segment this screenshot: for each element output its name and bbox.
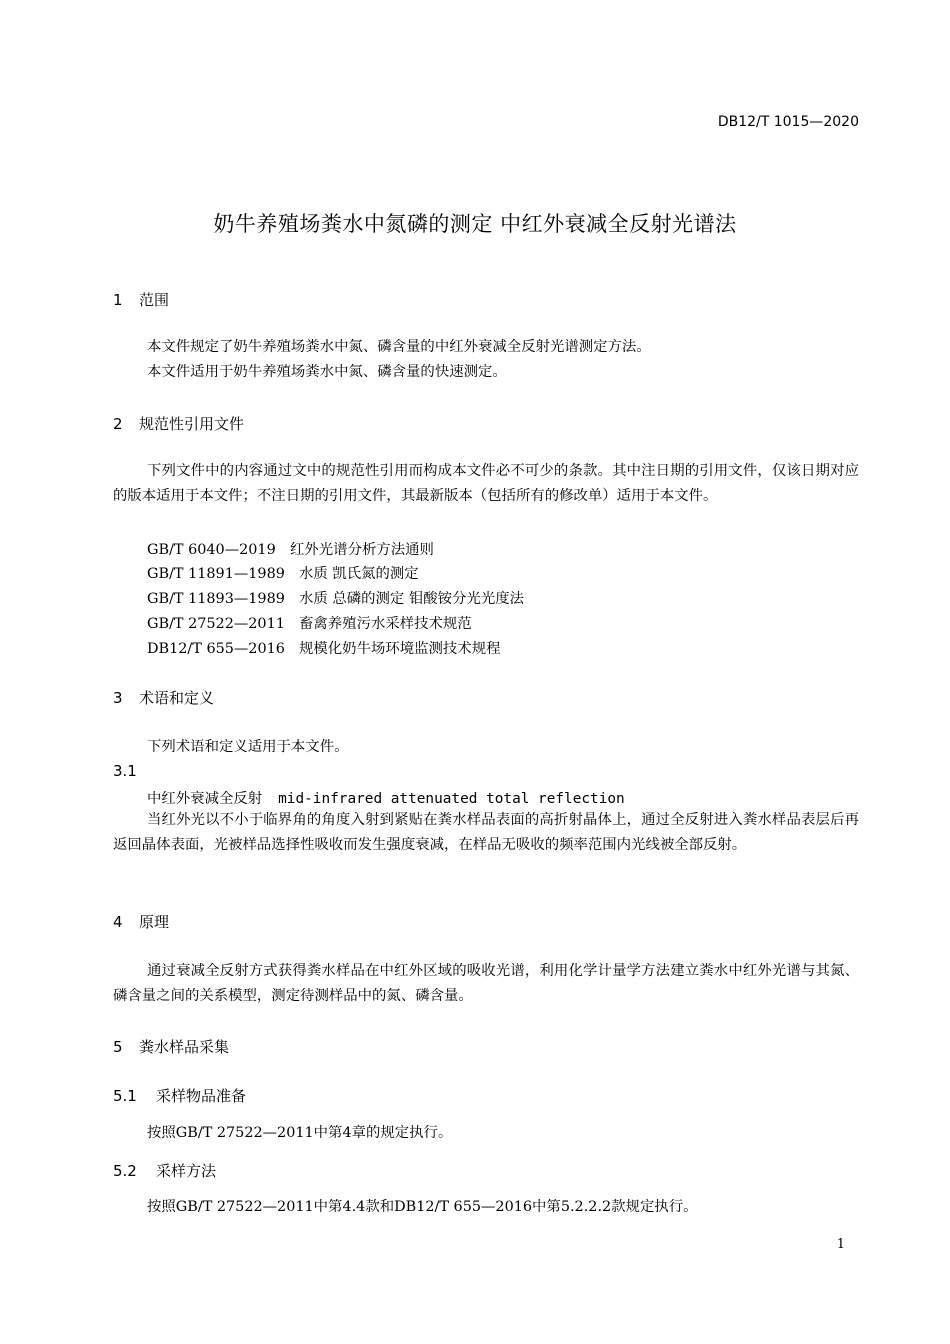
section-number: 4 (113, 913, 123, 931)
references-intro: 下列文件中的内容通过文中的规范性引用而构成本文件必不可少的条款。其中注日期的引用文件，仅该日期对应的版本适用于本文件；不注日期的引用文件，其最新版本（包括所有的修改单）适用于本文件。 (113, 463, 859, 504)
subsection-number: 5.2 (113, 1162, 137, 1180)
terms-intro: 下列术语和定义适用于本文件。 (147, 739, 349, 755)
term-chinese: 中红外衰减全反射 (147, 791, 263, 807)
reference-item (147, 612, 472, 633)
section-number: 2 (113, 415, 123, 433)
reference-item (147, 538, 434, 559)
document-code: DB12/T 1015—2020 (717, 114, 859, 130)
section-3-heading (113, 687, 214, 708)
scope-paragraph-1: 本文件规定了奶牛养殖场粪水中氮、磷含量的中红外衰减全反射光谱测定方法。 (147, 339, 651, 355)
section-number: 1 (113, 291, 123, 309)
section-title: 规范性引用文件 (139, 415, 245, 433)
term-entry (147, 787, 625, 808)
reference-code: GB/T 27522—2011 (147, 616, 285, 632)
subsection-number: 5.1 (113, 1087, 137, 1105)
reference-code: GB/T 11893—1989 (147, 591, 285, 607)
reference-item (147, 637, 500, 658)
section-2-heading (113, 413, 244, 434)
section-title: 粪水样品采集 (139, 1038, 230, 1056)
section-1-heading (113, 289, 169, 310)
scope-paragraph-2: 本文件适用于奶牛养殖场粪水中氮、磷含量的快速测定。 (147, 364, 507, 380)
section-number: 5 (113, 1038, 123, 1056)
page-number: 1 (836, 1237, 845, 1252)
reference-name: 红外光谱分析方法通则 (290, 542, 434, 558)
reference-name: 规模化奶牛场环境监测技术规程 (299, 641, 501, 657)
subsection-5-2-heading (113, 1160, 216, 1181)
subsection-5-1-text: 按照GB/T 27522—2011中第4章的规定执行。 (147, 1125, 453, 1141)
term-definition: 当红外光以不小于临界角的角度入射到紧贴在粪水样品表面的高折射晶体上，通过全反射进入粪水样品表层后再返回晶体表面，光被样品选择性吸收而发生强度衰减，在样品无吸收的频率范围内光线被全部反射。 (113, 812, 859, 853)
section-number: 3 (113, 689, 123, 707)
reference-name: 畜禽养殖污水采样技术规范 (299, 616, 472, 632)
term-number: 3.1 (113, 762, 137, 780)
reference-code: DB12/T 655—2016 (147, 641, 285, 657)
subsection-5-1-heading (113, 1085, 246, 1106)
reference-code: GB/T 6040—2019 (147, 542, 276, 558)
section-title: 原理 (139, 913, 170, 931)
reference-item (147, 562, 419, 583)
reference-item (147, 587, 524, 608)
reference-code: GB/T 11891—1989 (147, 566, 285, 582)
section-4-heading (113, 911, 169, 932)
section-5-heading (113, 1036, 229, 1057)
term-english: mid-infrared attenuated total reflection (278, 791, 625, 807)
document-title: 奶牛养殖场粪水中氮磷的测定 中红外衰减全反射光谱法 (213, 212, 737, 236)
subsection-title: 采样方法 (156, 1162, 217, 1180)
reference-name: 水质 凯氏氮的测定 (299, 566, 419, 582)
subsection-title: 采样物品准备 (156, 1087, 247, 1105)
section-title: 范围 (139, 291, 170, 309)
reference-name: 水质 总磷的测定 钼酸铵分光光度法 (299, 591, 525, 607)
principle-paragraph: 通过衰减全反射方式获得粪水样品在中红外区域的吸收光谱，利用化学计量学方法建立粪水中红外光谱与其氮、磷含量之间的关系模型，测定待测样品中的氮、磷含量。 (113, 963, 859, 1004)
section-title: 术语和定义 (139, 689, 215, 707)
subsection-5-2-text: 按照GB/T 27522—2011中第4.4款和DB12/T 655—2016中第5.2.2.2款规定执行。 (147, 1199, 698, 1215)
